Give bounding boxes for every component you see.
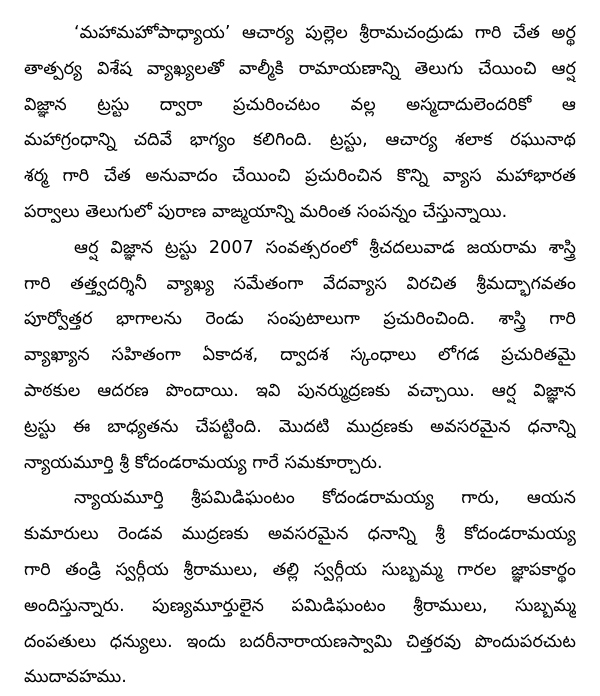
text-line: ఆర్ష విజ్ఞాన ట్రస్టు 2007 సంవత్సరంలో శ్రీచదలువాడ జయరామ శాస్త్రి [74,237,576,258]
text-line: అందిస్తున్నారు. పుణ్యమూర్తులైన పమిడిఘంటం శ్రీరాములు, సుబ్బమ్మ [24,595,576,616]
text-line: దంపతులు ధన్యులు. ఇందు బదరీనారాయణస్వామి చిత్తరవు పొందుపరచుట [24,631,576,652]
text-line: ‘మహామహోపాధ్యాయ’ ఆచార్య పుల్లెల శ్రీరామచంద్రుడు గారి చేత అర్థ [74,23,576,43]
text-line: ట్రస్టు ఈ బాధ్యతను చేపట్టింది. మొదటి ముద్రణకు అవసరమైన ధనాన్ని [24,416,576,437]
text-line: గారి తండ్రి స్వర్గీయ శ్రీరాములు, తల్లి స్వర్గీయ సుబ్బమ్మ గారల జ్ఞాపకార్థం [24,559,576,580]
text-line: వ్యాఖ్యాన సహితంగా ఏకాదశ, ద్వాదశ స్కంధాలు లోగడ ప్రచురితమై [24,345,576,366]
text-line: న్యాయమూర్తి శ్రీపమిడిఘంటం కోదండరామయ్య గారు, ఆయన [74,488,576,509]
paragraph-3 [24,481,576,696]
text-line: పర్వాలు తెలుగులో పురాణ వాఙ్మయాన్ని మరింత సంపన్నం చేస్తున్నాయి. [24,201,508,222]
paragraph-2 [24,231,576,482]
text-line: పూర్వోత్తర భాగాలను రెండు సంపుటాలుగా ప్రచురించింది. శాస్త్రి గారి [24,309,576,330]
text-line: మహాగ్రంధాన్ని చదివే భాగ్యం కలిగింది. ట్రస్టు, ఆచార్య శలాక రఘునాథ [24,130,576,151]
text-line: ముదావహము. [24,667,127,688]
paragraph-1 [24,16,576,231]
text-line: న్యాయమూర్తి శ్రీ కోదండరామయ్య గారే సమకూర్చారు. [24,452,383,473]
text-line: కుమారులు రెండవ ముద్రణకు అవసరమైన ధనాన్ని శ్రీ కోదండరామయ్య [24,524,576,545]
text-line: పాఠకుల ఆదరణ పొందాయి. ఇవి పునర్ముద్రణకు వచ్చాయి. ఆర్ష విజ్ఞాన [24,380,576,401]
text-line: విజ్ఞాన ట్రస్టు ద్వారా ప్రచురించటం వల్ల అస్మదాదులెందరికో ఆ [24,94,576,115]
text-line: తాత్పర్య విశేష వ్యాఖ్యలతో వాల్మీకి రామాయణాన్ని తెలుగు చేయించి ఆర్ష [24,58,576,79]
text-line: గారి తత్త్వదర్శినీ వ్యాఖ్య సమేతంగా వేదవ్యాస విరచిత శ్రీమద్భాగవతం [24,273,576,294]
text-line: శర్మ గారి చేత అనువాదం చేయించి ప్రచురించిన కొన్ని వ్యాస మహాభారత [24,166,576,187]
